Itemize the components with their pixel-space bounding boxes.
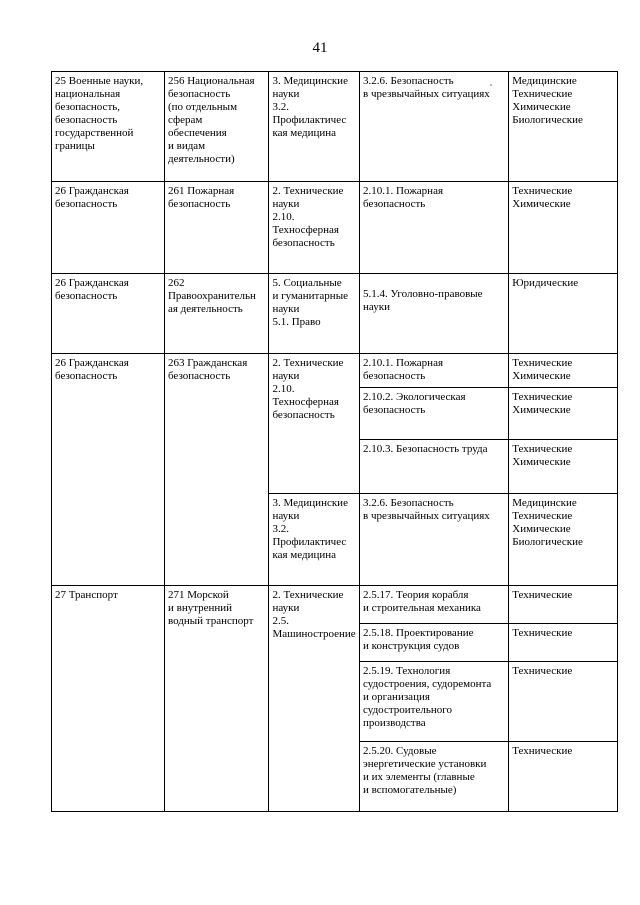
specialty-cell: 2.10.2. Экологическая безопасность	[360, 388, 509, 440]
branch-cell: Технические	[509, 624, 618, 662]
branch-cell: Юридические	[509, 274, 618, 354]
specialty-cell: 2.10.3. Безопасность труда	[360, 440, 509, 494]
science-cell: 2. Технические науки 2.5. Машиностроение	[269, 586, 360, 812]
direction-cell: 271 Морской и внутренний водный транспорт	[164, 586, 268, 812]
branch-cell: Технические	[509, 742, 618, 812]
specialty-cell: 2.5.18. Проектирование и конструкция судов	[360, 624, 509, 662]
direction-cell: 262 Правоохранительн ая деятельность	[164, 274, 268, 354]
branch-cell: Технические	[509, 586, 618, 624]
direction-cell: 263 Гражданская безопасность	[164, 354, 268, 586]
science-cell: 3. Медицинские науки 3.2. Профилактичес кая медицина	[269, 494, 360, 586]
specialty-cell: 2.5.19. Технология судостроения, судоремонта и организация судостроительного производства	[360, 662, 509, 742]
branch-cell: Медицинские Технические Химические Биологические	[509, 494, 618, 586]
science-cell: 2. Технические науки 2.10. Техносферная безопасность	[269, 182, 360, 274]
branch-cell: Технические Химические	[509, 182, 618, 274]
table-row	[52, 586, 618, 624]
page-number: 41	[312, 40, 328, 56]
science-cell: 5. Социальные и гуманитарные науки 5.1. Право	[269, 274, 360, 354]
table-row	[52, 182, 618, 274]
table-row	[52, 274, 618, 354]
table-row	[52, 354, 618, 388]
specialty-cell: 3.2.6. Безопасность в чрезвычайных ситуациях	[360, 494, 509, 586]
specialty-cell: 2.5.17. Теория корабля и строительная механика	[360, 586, 509, 624]
table-row	[52, 72, 618, 182]
area-cell: 26 Гражданская безопасность	[52, 182, 165, 274]
direction-cell: 261 Пожарная безопасность	[164, 182, 268, 274]
specialty-cell: 5.1.4. Уголовно-правовые науки	[360, 274, 509, 354]
branch-cell: Медицинские Технические Химические Биологические	[509, 72, 618, 182]
direction-cell: 256 Национальная безопасность (по отдельным сферам обеспечения и видам деятельности)	[164, 72, 268, 182]
branch-cell: Технические Химические	[509, 440, 618, 494]
area-cell: 26 Гражданская безопасность	[52, 274, 165, 354]
specialty-cell: 2.10.1. Пожарная безопасность	[360, 354, 509, 388]
branch-cell: Технические	[509, 662, 618, 742]
specialty-cell: 2.10.1. Пожарная безопасность	[360, 182, 509, 274]
branch-cell: Технические Химические	[509, 354, 618, 388]
specialty-cell: 3.2.6. Безопасность в чрезвычайных ситуациях	[360, 72, 509, 182]
branch-cell: Технические Химические	[509, 388, 618, 440]
specialty-cell: 2.5.20. Судовые энергетические установки и их элементы (главные и вспомогательные)	[360, 742, 509, 812]
science-cell: 2. Технические науки 2.10. Техносферная безопасность	[269, 354, 360, 494]
area-cell: 27 Транспорт	[52, 586, 165, 812]
area-cell: 26 Гражданская безопасность	[52, 354, 165, 586]
area-cell: 25 Военные науки, национальная безопасность, безопасность государственной границы	[52, 72, 165, 182]
specialties-table	[51, 71, 618, 812]
science-cell: 3. Медицинские науки 3.2. Профилактичес кая медицина	[269, 72, 360, 182]
